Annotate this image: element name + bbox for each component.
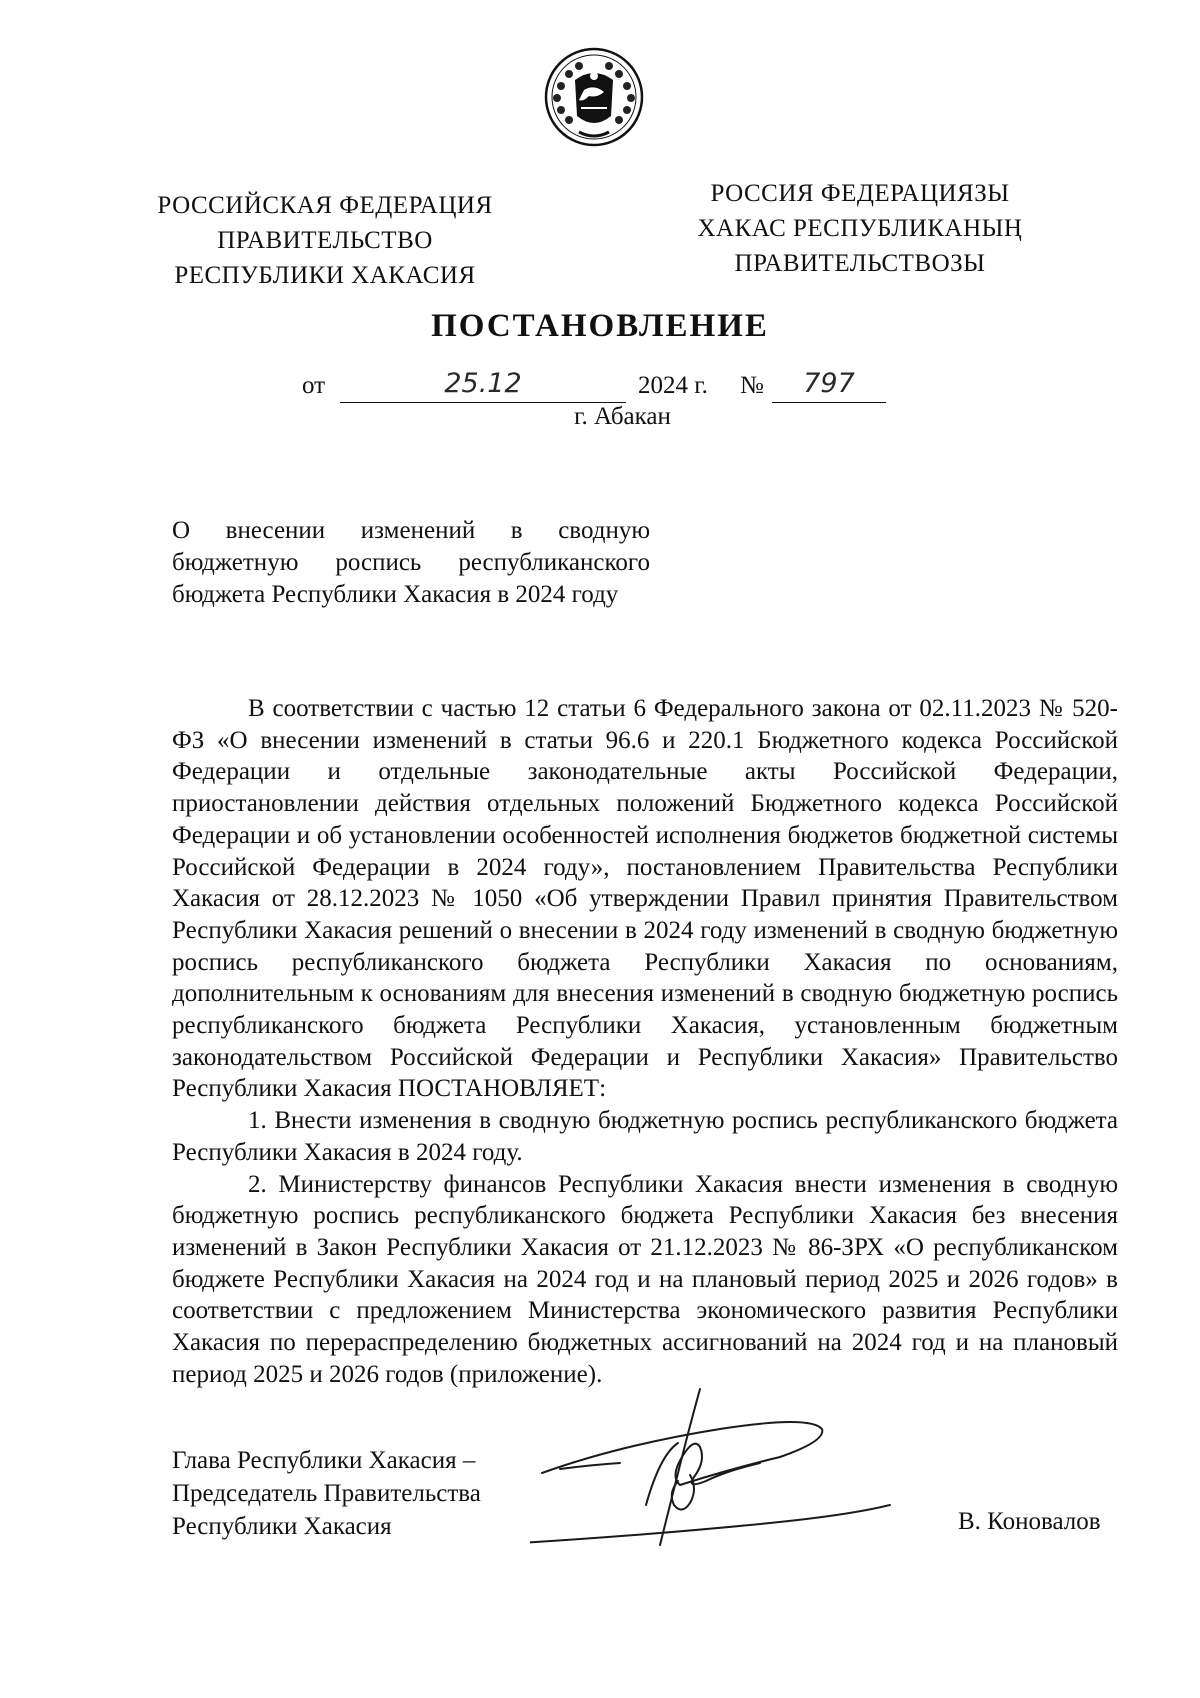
number-field xyxy=(772,368,886,403)
signatory-position xyxy=(172,1444,481,1543)
document-type-title: ПОСТАНОВЛЕНИЕ xyxy=(431,308,769,344)
header-left-line-2: ПРАВИТЕЛЬСТВО xyxy=(217,227,433,254)
document-body xyxy=(172,693,1118,1390)
body-paragraph-preamble: В соответствии с частью 12 статьи 6 Федерального закона от 02.11.2023 № 520-ФЗ «О внесении изменений в статьи 96.6 и 220.1 Бюджетного кодекса Российской Федерации и отдельные законодательные акты Российской Федерации, приостановлении действия отдельных положений Бюджетного кодекса Российской Федерации и об установлении особенностей исполнения бюджетов бюджетной системы Российской Федерации в 2024 году», постановлением Правительства Республики Хакасия от 28.12.2023 № 1050 «Об утверждении Правил принятия Правительством Республики Хакасия решений о внесении в 2024 году изменений в сводную бюджетную роспись республиканского бюджета Республики Хакасия по основаниям, дополнительным к основаниям для внесения изменений в сводную бюджетную роспись республиканского бюджета Республики Хакасия, установленным бюджетным законодательством Российской Федерации и Республики Хакасия» Правительство Республики Хакасия ПОСТАНОВЛЯЕТ: xyxy=(172,695,1118,1103)
document-subject: О внесении изменений в сводную бюджетную роспись республиканского бюджета Республики Хакасия в 2024 году xyxy=(172,517,650,608)
body-paragraph-item-2: 2. Министерству финансов Республики Хакасия внести изменения в сводную бюджетную роспись республиканского бюджета Республики Хакасия без внесения изменений в Закон Республики Хакасия от 21.12.2023 № 86-ЗРХ «О республиканском бюджете Республики Хакасия на 2024 год и на плановый период 2025 и 2026 годов» в соответствии с предложением Министерства экономического развития Республики Хакасия по перераспределению бюджетных ассигнований на 2024 год и на плановый период 2025 и 2026 годов (приложение). xyxy=(172,1170,1118,1388)
signatory-position-line-1: Глава Республики Хакасия – xyxy=(172,1447,476,1474)
header-right-line-1: РОССИЯ ФЕДЕРАЦИЯЗЫ xyxy=(710,180,1010,207)
header-left-line-3: РЕСПУБЛИКИ ХАКАСИЯ xyxy=(174,262,476,289)
signatory-position-line-2: Председатель Правительства xyxy=(172,1480,481,1507)
date-handwritten: 25.12 xyxy=(444,368,522,399)
handwritten-signature-icon xyxy=(530,1385,910,1565)
date-year: 2024 г. xyxy=(638,372,708,399)
signatory-name: В. Коновалов xyxy=(958,1508,1101,1535)
header-right-line-3: ПРАВИТЕЛЬСТВОЗЫ xyxy=(734,250,986,277)
number-handwritten: 797 xyxy=(803,368,855,399)
header-right-line-2: ХАКАС РЕСПУБЛИКАНЫҢ xyxy=(697,215,1023,242)
city-label: г. Абакан xyxy=(574,403,671,430)
date-from-label: от xyxy=(302,372,326,399)
header-right-block xyxy=(680,176,1040,281)
header-left-line-1: РОССИЙСКАЯ ФЕДЕРАЦИЯ xyxy=(157,192,493,219)
body-paragraph-item-1: 1. Внести изменения в сводную бюджетную роспись республиканского бюджета Республики Хакасия в 2024 году. xyxy=(172,1107,1118,1166)
date-field xyxy=(340,368,626,403)
signatory-position-line-3: Республики Хакасия xyxy=(172,1513,392,1540)
number-label: № xyxy=(740,372,764,399)
khakassia-coat-of-arms-icon xyxy=(539,46,649,148)
header-left-block xyxy=(140,188,510,293)
